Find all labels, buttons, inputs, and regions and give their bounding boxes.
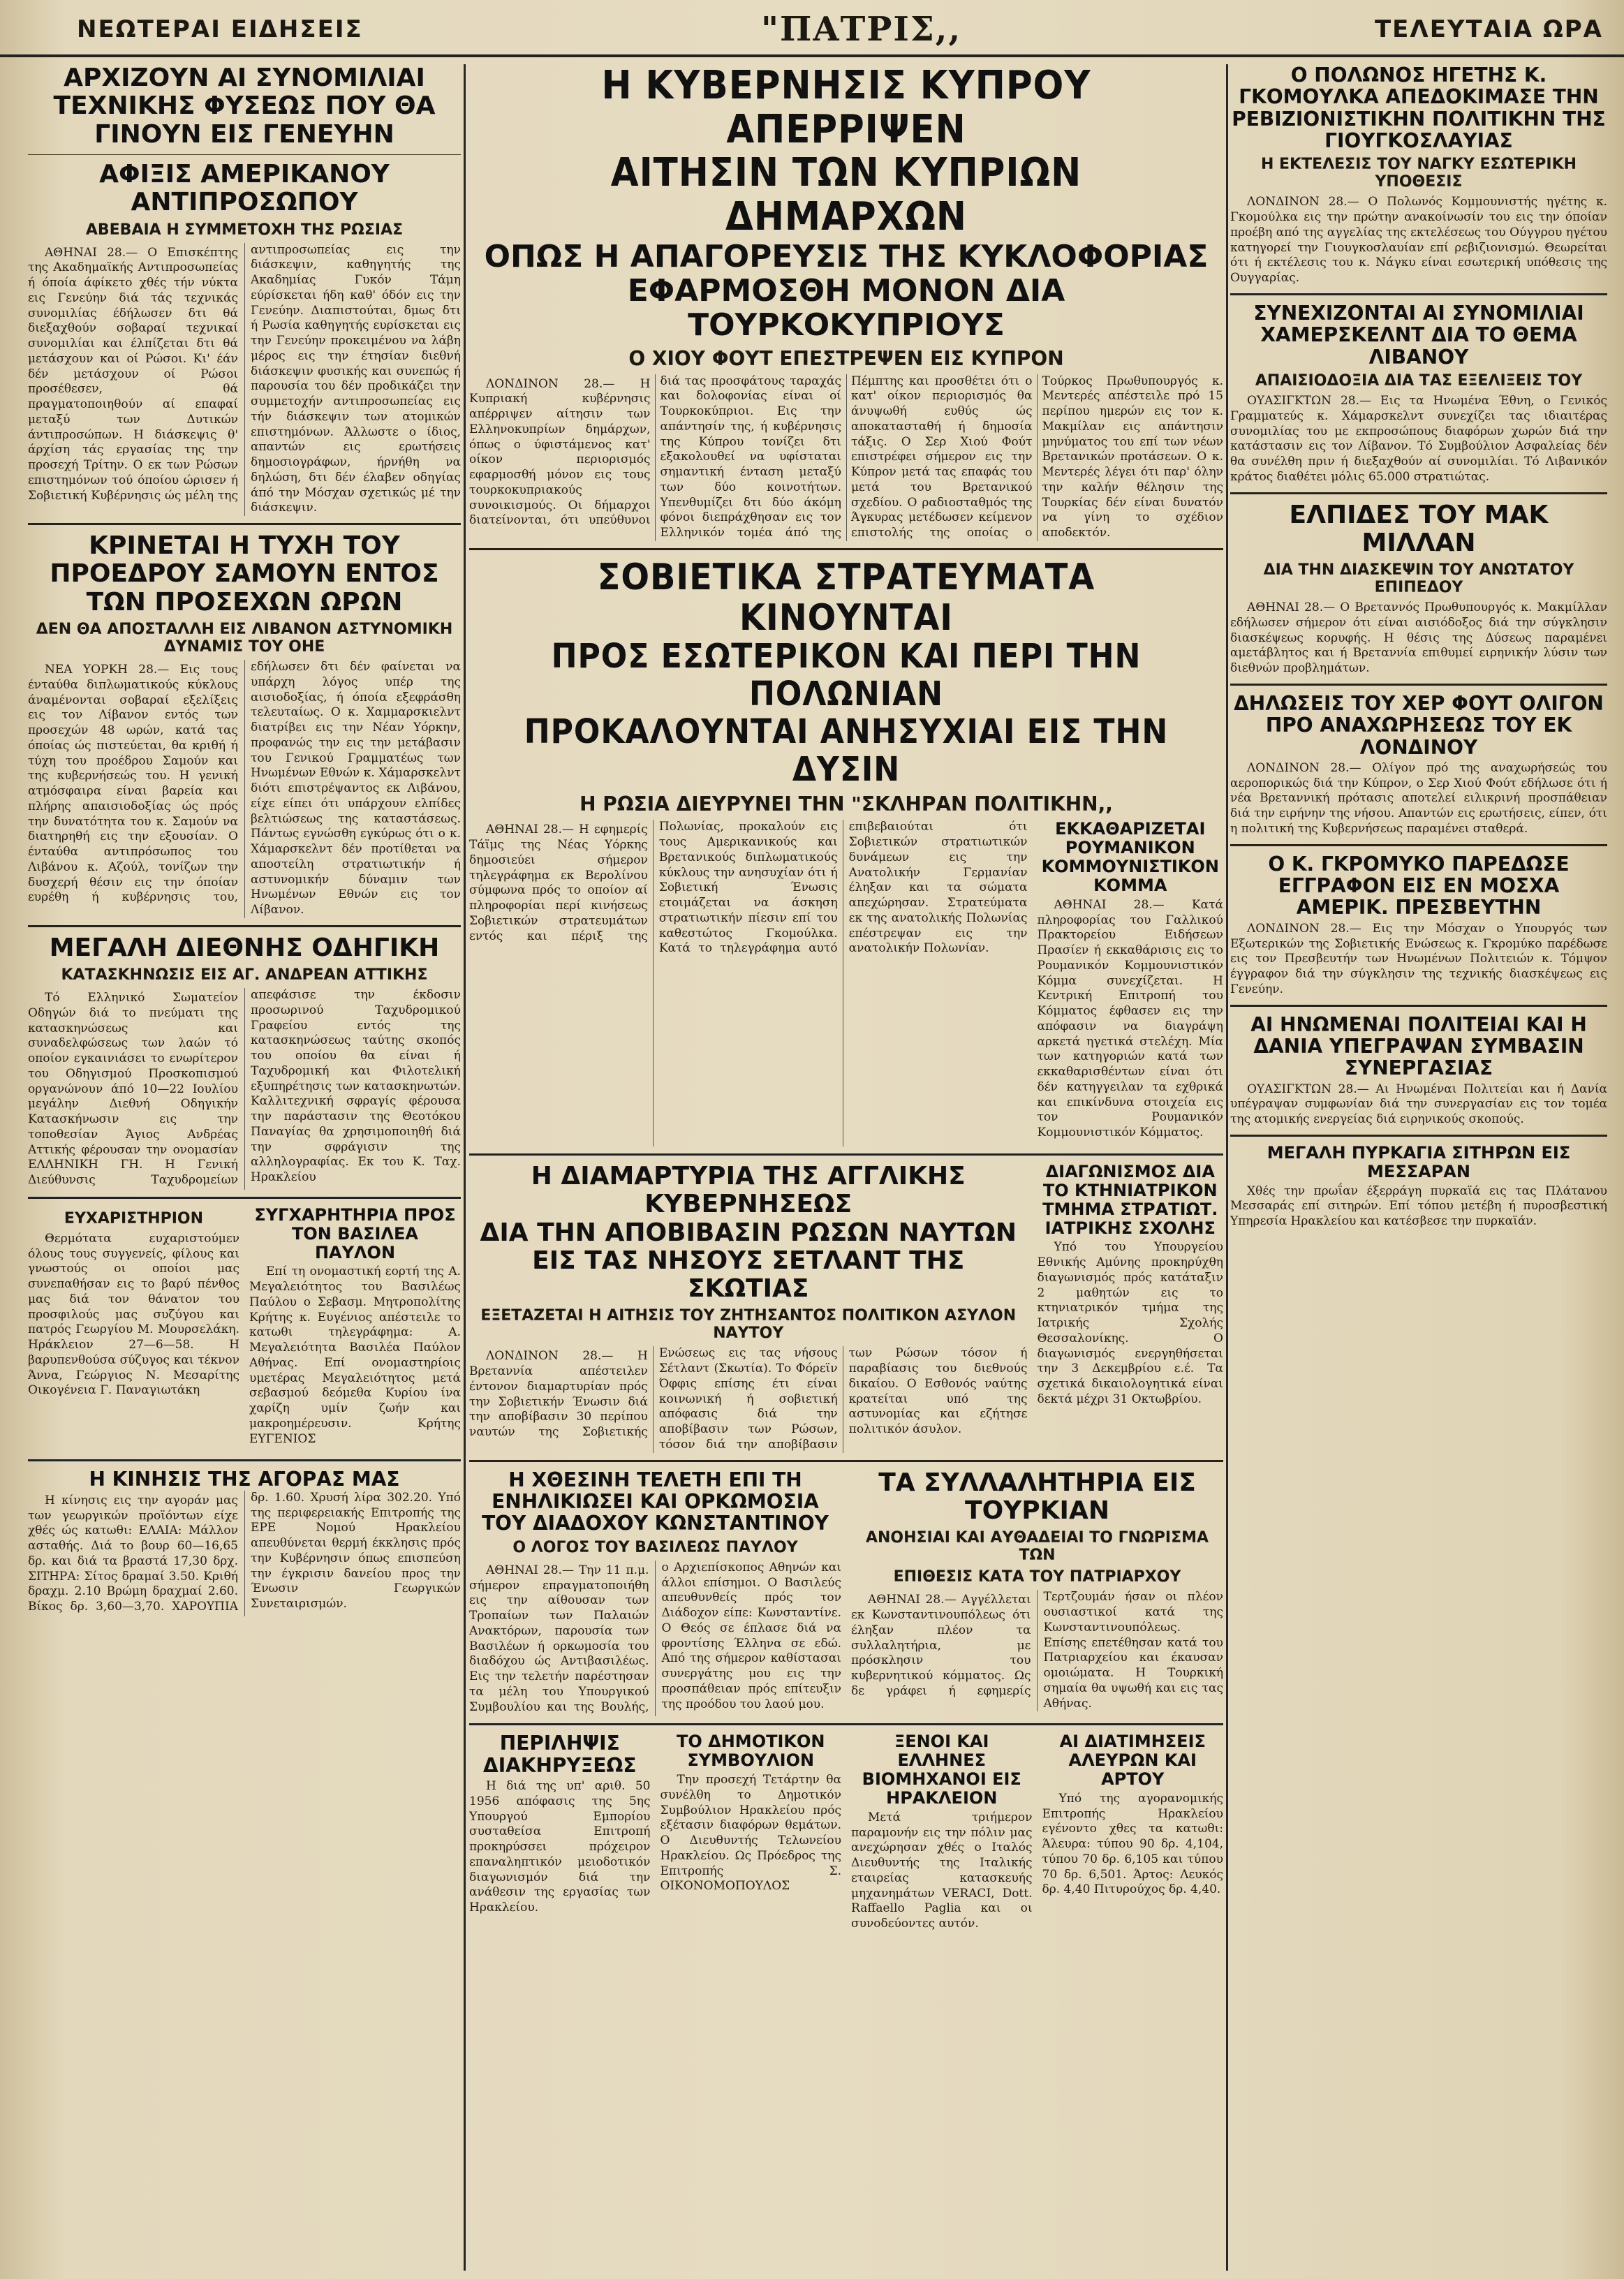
article-body: Η κίνησις εις την αγοράν μας των γεωργικών προϊόντων είχε χθές ώς κατωθι: ΕΛΑΙΑ: Μάλλον ασταθής. Διά το βουρ 60—16,65 δρ. και διά τα βραστά 17,30 δρχ. ΣΙΤΗΡΑ: Σίτος δραμαί 3.50. Κριθή δραχμ. 2.10 Βρώμη δραχμαί 2.60. Βίκος δρ. 3,60—3,70. ΧΑΡΟΥΠΙΑ δρ. 1.60. Χρυσή λίρα 302.20. Υπό της περιφερειακής Επιτροπής της ΕΡΕ Νομού Ηρακλείου απευθύνεται θερμή έκκλησις πρός την Κυβέρνησιν όπως επισπεύση την έγκρισιν δανείου προς την Ένωσιν Γεωργικών Συνεταιρισμών.: [28, 1490, 461, 1614]
article-foot-statements: [1230, 693, 1607, 837]
headline: ΤΑ ΣΥΛΛΑΛΗΤΗΡΙΑ ΕΙΣ ΤΟΥΡΚΙΑΝ: [878, 1468, 1196, 1526]
article-romanian-party: [1038, 820, 1224, 1146]
subheadline: Ο ΧΙΟΥ ΦΟΥΤ ΕΠΕΣΤΡΕΨΕΝ ΕΙΣ ΚΥΠΡΟΝ: [628, 346, 1064, 370]
article-body: Χθές την πρωΐαν έξερράγη πυρκαϊά εις τας Πλάτανου Μεσσαράς επί σιτηρών. Επί τόπου μετέβη ή πυροσβεστική Υπηρεσία Ηρακλείου και κατέσβεσε την πυρκαϊάν.: [1230, 1183, 1607, 1229]
headline: ΠΕΡΙΛΗΨΙΣ ΔΙΑΚΗΡΥΞΕΩΣ: [483, 1732, 637, 1777]
headline: ΕΛΠΙΔΕΣ ΤΟΥ ΜΑΚ ΜΙΛΛΑΝ: [1289, 500, 1549, 557]
newspaper-title: "ΠΑΤΡΙΣ,,: [761, 10, 962, 49]
article-us-denmark: [1230, 1014, 1607, 1128]
headline: Η ΧΘΕΣΙΝΗ ΤΕΛΕΤΗ ΕΠΙ ΤΗ ΕΝΗΛΙΚΙΩΣΕΙ ΚΑΙ ΟΡΚΩΜΟΣΙΑ ΤΟΥ ΔΙΑΔΟΧΟΥ ΚΩΝΣΤΑΝΤΙΝΟΥ: [482, 1468, 829, 1535]
headline: ΕΙΣ ΤΑΣ ΝΗΣΟΥΣ ΣΕΤΛΑΝΤ ΤΗΣ ΣΚΩΤΙΑΣ: [532, 1246, 965, 1304]
article-body: Τό Ελληνικό Σωματείον Οδηγών διά το πνεύματι της κατασκηνώσεως και συναδελφώσεως των λαών τό οποίον εγκαινιάσει το ενωρίτερον του Οδηγισμού Προσκοπισμού οργανώνουν άπό 10—22 Ιουλίου μεγάλην Διεθνή Οδηγικήν Κατασκήνωσιν εις την τοποθεσίαν Άγιος Ανδρέας Αττικής φέρουσαν την ονομασίαν ΕΛΛΗΝΙΚΗ ΓΗ. Η Γενική Διεύθυνσις Ταχυδρομείων απεφάσισε την έκδοσιν προσωρινού Ταχυδρομικού Γραφείου εντός της κατασκηνώσεως ταύτης σκοπός του οποίου θα είναι ή Ταχυδρομική και Φιλοτελική εξυπηρέτησις των κατασκηνωτών. Καλλιτεχνική σφραγίς φέρουσα την παράστασιν της Θεοτόκου Παναγίας θα χρησιμοποιηθή διά την σφράγισιν της αλληλογραφίας. Εκ του Κ. Ταχ. Ηρακλείου: [28, 988, 461, 1188]
headline: ΞΕΝΟΙ ΚΑΙ ΕΛΛΗΝΕΣ ΒΙΟΜΗΧΑΝΟΙ ΕΙΣ ΗΡΑΚΛΕΙΟΝ: [862, 1732, 1021, 1808]
article-body: ΛΟΝΔΙΝΟΝ 28.— Ολίγον πρό της αναχωρήσεώς του αεροπορικώς διά την Κύπρον, ο Σερ Χιού Φούτ εδήλωσε ότι ή νέα Βρεταννική πρότασις αποτελεί ειλικρινή προσπάθειαν διά την ειρήνην της νήσου. Απαντών εις ερωτήσεις, είπεν, ότι η πολιτική της Κυβερνήσεως παραμένει σταθερά.: [1230, 760, 1607, 836]
headline: ΟΠΩΣ Η ΑΠΑΓΟΡΕΥΣΙΣ ΤΗΣ ΚΥΚΛΟΦΟΡΙΑΣ: [484, 238, 1209, 274]
headline: ΔΙΑΓΩΝΙΣΜΟΣ ΔΙΑ ΤΟ ΚΤΗΝΙΑΤΡΙΚΟΝ ΤΜΗΜΑ ΣΤΡΑΤΙΩΤ. ΙΑΤΡΙΚΗΣ ΣΧΟΛΗΣ: [1042, 1161, 1218, 1238]
headline: ΑΦΙΞΙΣ ΑΜΕΡΙΚΑΝΟΥ ΑΝΤΙΠΡΟΣΩΠΟΥ: [99, 159, 390, 217]
headline: ΑΙ ΔΙΑΤΙΜΗΣΕΙΣ ΑΛΕΥΡΩΝ ΚΑΙ ΑΡΤΟΥ: [1059, 1732, 1206, 1790]
left-column: [28, 64, 461, 2271]
article-macmillan: [1230, 501, 1607, 677]
subheadline: Η ΡΩΣΙΑ ΔΙΕΥΡΥΝΕΙ ΤΗΝ "ΣΚΛΗΡΑΝ ΠΟΛΙΤΙΚΗΝ,,: [580, 792, 1113, 816]
article-gomulka: [1230, 64, 1607, 286]
article-body: Την προσεχή Τετάρτην θα συνέλθη το Δημοτικόν Συμβούλιον Ηρακλείου πρός εξέτασιν διαφόρων θεμάτων. Ο Διευθυντής Τελωνείου Ηρακλείου. Ως Πρόεδρος της Επιτροπής Σ. ΟΙΚΟΝΟΜΟΠΟΥΛΟΣ: [660, 1773, 841, 1894]
article-competition: [1038, 1163, 1224, 1453]
headline: Ο Κ. ΓΚΡΟΜΥΚΟ ΠΑΡΕΔΩΣΕ ΕΓΓΡΑΦΟΝ ΕΙΣ ΕΝ ΜΟΣΧΑ ΑΜΕΡΙΚ. ΠΡΕΣΒΕΥΤΗΝ: [1268, 852, 1570, 920]
headline: ΕΦΑΡΜΟΣΘΗ ΜΟΝΟΝ ΔΙΑ ΤΟΥΡΚΟΚΥΠΡΙΟΥΣ: [627, 273, 1065, 344]
subheadline: ΑΠΑΙΣΙΟΔΟΞΙΑ ΔΙΑ ΤΑΣ ΕΞΕΛΙΞΕΙΣ ΤΟΥ: [1255, 372, 1583, 390]
section-label-left: ΝΕΩΤΕΡΑΙ ΕΙΔΗΣΕΙΣ: [77, 15, 363, 43]
article-lebanon-president: [28, 532, 461, 918]
article-body: ΟΥΑΣΙΓΚΤΩΝ 28.— Αι Ηνωμέναι Πολιτείαι και ή Δανία υπέγραψαν συμφωνίαν διά την συνεργασίαν εις τον τομέα της ατομικής ενεργείας διά ειρηνικούς σκοπούς.: [1230, 1082, 1607, 1127]
notice-body: Επί τη ονομαστική εορτή της Α. Μεγαλειότητος του Βασιλέως Παύλου ο Σεβασμ. Μητροπολίτης Κρήτης κ. Ευγένιος απέστειλε το κατωθι τηλεγράφημα: Α. Μεγαλειότητα Βασιλέα Παύλον Αθήνας. Επί ονομαστηρίοις υμετέρας Μεγαλειότητος μετά σεβασμού δεόμεθα Κυρίου ίνα χαρίζη υμίν ζωήν και μακροημέρευσιν. Κρήτης ΕΥΓΕΝΙΟΣ: [249, 1264, 461, 1446]
article-body: ΛΟΝΔΙΝΟΝ 28.— Η Βρεταννία απέστειλεν έντονον διαμαρτυρίαν πρός την Σοβιετικήν Ένωσιν διά την αποβίβασιν 30 περίπου ναυτών της Σοβιετικής Ενώσεως εις τας νήσους Σέτλαντ (Σκωτία). Το Φόρεϊν Όφφις επίσης έτι είναι κοινωνική ή σοβιετική απόφασις διά την αποβίβασιν των Ρώσων, τόσον διά την αποβίβασιν των Ρώσων τόσον ή παραβίασις του διεθνούς δικαίου. Ο Εσθονός ναύτης κρατείται υπό της αστυνομίας και εζήτησε πολιτικόν άσυλον.: [469, 1346, 1028, 1452]
headline: Ο ΠΟΛΩΝΟΣ ΗΓΕΤΗΣ Κ. ΓΚΟΜΟΥΛΚΑ ΑΠΕΔΟΚΙΜΑΣΕ ΤΗΝ ΡΕΒΙΖΙΟΝΙΣΤΙΚΗΝ ΠΟΛΙΤΙΚΗΝ ΤΗΣ ΓΙΟΥΓΚΟΣΛΑΥΙΑΣ: [1232, 64, 1606, 153]
article-municipal-council: [660, 1732, 842, 1938]
subheadline: ΕΠΙΘΕΣΙΣ ΚΑΤΑ ΤΟΥ ΠΑΤΡΙΑΡΧΟΥ: [893, 1568, 1181, 1586]
thanks-notice: [28, 1206, 239, 1453]
subheadline: ΕΞΕΤΑΖΕΤΑΙ Η ΑΙΤΗΣΙΣ ΤΟΥ ΖΗΤΗΣΑΝΤΟΣ ΠΟΛΙΤΙΚΟΝ ΑΣΥΛΟΝ ΝΑΥΤΟΥ: [480, 1307, 1017, 1343]
headline: ΑΡΧΙΖΟΥΝ ΑΙ ΣΥΝΟΜΙΛΙΑΙ ΤΕΧΝΙΚΗΣ ΦΥΣΕΩΣ ΠΟΥ ΘΑ ΓΙΝΟΥΝ ΕΙΣ ΓΕΝΕΥΗΝ: [53, 64, 436, 149]
center-column: [469, 64, 1223, 2271]
article-fire-messara: [1230, 1144, 1607, 1230]
article-body: Μετά τριήμερον παραμονήν εις την πόλιν μας ανεχώρησαν χθές ο Ιταλός Διευθυντής της Ιταλικής εταιρείας κατασκευής μηχανημάτων VERACI, Dott. Raffaello Paglia και οι συνοδεύοντες αυτόν.: [851, 1810, 1033, 1931]
headline: ΔΗΛΩΣΕΙΣ ΤΟΥ ΧΕΡ ΦΟΥΤ ΟΛΙΓΟΝ ΠΡΟ ΑΝΑΧΩΡΗΣΕΩΣ ΤΟΥ ΕΚ ΛΟΝΔΙΝΟΥ: [1234, 691, 1604, 759]
lead-headline: Η ΚΥΒΕΡΝΗΣΙΣ ΚΥΠΡΟΥ ΑΠΕΡΡΙΨΕΝ: [601, 64, 1091, 152]
article-gromyko: [1230, 853, 1607, 998]
subheadline: Ο ΛΟΓΟΣ ΤΟΥ ΒΑΣΙΛΕΩΣ ΠΑΥΛΟΥ: [512, 1538, 798, 1556]
headline: Η ΔΙΑΜΑΡΤΥΡΙΑ ΤΗΣ ΑΓΓΛΙΚΗΣ ΚΥΒΕΡΝΗΣΕΩΣ: [531, 1161, 966, 1219]
headline: Η ΚΙΝΗΣΙΣ ΤΗΣ ΑΓΟΡΑΣ ΜΑΣ: [89, 1468, 400, 1491]
article-cyprus-government: [469, 64, 1223, 541]
article-body: ΛΟΝΔΙΝΟΝ 28.— Ο Πολωνός Κομμουνιστής ηγέτης κ. Γκομούλκα εις την πρώτην ανακοίνωσίν του εις την όποίαν προέβη από της αγγελίας της εκτελέσεως του Ούγγρου ηγέτου κατηγορεί την Γιουγκοσλαυίαν επί ρεβιζιονισμώ. Θεωρείται ότι ή εκτέλεσις του κ. Νάγκυ είναι εσωτερική υπόθεσις της Ουγγαρίας.: [1230, 195, 1607, 286]
subheadline: ΑΝΟΗΣΙΑΙ ΚΑΙ ΑΥΘΑΔΕΙΑΙ ΤΟ ΓΝΩΡΙΣΜΑ ΤΩΝ: [865, 1529, 1209, 1565]
article-body: Υπό του Υπουργείου Εθνικής Αμύνης προκηρύχθη διαγωνισμός πρός κατάταξιν 2 μαθητών εις το κτηνιατρικόν τμήμα της Ιατρικής Σχολής Θεσσαλονίκης. Ο διαγωνισμός ενεργηθήσεται την 3 Δεκεμβρίου ε.έ. Τα σχετικά δικαιολογητικά είναι δεκτά μέχρι 31 Οκτωβρίου.: [1037, 1240, 1223, 1406]
article-soviet-troops: [469, 557, 1223, 1146]
article-technical-talks: [28, 64, 461, 516]
subheadline: ΔΙΑ ΤΗΝ ΔΙΑΣΚΕΨΙΝ ΤΟΥ ΑΝΩΤΑΤΟΥ ΕΠΙΠΕΔΟΥ: [1263, 561, 1574, 597]
subheadline: ΔΕΝ ΘΑ ΑΠΟΣΤΑΛΛΗ ΕΙΣ ΛΙΒΑΝΟΝ ΑΣΤΥΝΟΜΙΚΗ ΔΥΝΑΜΙΣ ΤΟΥ ΟΗΕ: [36, 621, 453, 656]
article-crown-prince: [469, 1469, 841, 1717]
right-column: [1230, 64, 1607, 2271]
headline: ΚΡΙΝΕΤΑΙ Η ΤΥΧΗ ΤΟΥ ΠΡΟΕΔΡΟΥ ΣΑΜΟΥΝ ΕΝΤΟΣ ΤΩΝ ΠΡΟΣΕΧΩΝ ΩΡΩΝ: [50, 531, 439, 617]
congratulations-notice: [249, 1206, 461, 1453]
article-body: ΛΟΝΔΙΝΟΝ 28.— Εις την Μόσχαν ο Υπουργός των Εξωτερικών της Σοβιετικής Ενώσεως κ. Γκρομύκο παρέδωσε εις τον Πρεσβευτήν των Ηνωμένων Πολιτειών κ. Τόμψον έγγραφον διά την σύγκλησιν της τεχνικής διασκέψεως εις Γενεύην.: [1230, 921, 1607, 996]
lead-headline: ΣΟΒΙΕΤΙΚΑ ΣΤΡΑΤΕΥΜΑΤΑ ΚΙΝΟΥΝΤΑΙ: [597, 556, 1095, 640]
article-flour-prices: [1042, 1732, 1224, 1938]
article-body: ΑΘΗΝΑΙ 28.— Ο Επισκέπτης της Ακαδημαϊκής Αντιπροσωπείας ή όποία άφίκετο χθές τήν νύκτα εις Γενεύην διά τάς τεχνικάς συνομιλίας έδήλωσεν δτι θά διεξαχθούν σοβαραί τεχνικαί συνομιλίαι και έλπίζεται δτι θά μετάσχουν και οί Ρώσοι. Κι' έάν δέν μετάσχουν οί Ρώσοι προσέθεσεν, θά πραγματοποιηθούν αί επαφαί μεταξύ των Δυτικών άντιπροσώπων. Η διάσκεψις θ' άρχίση τάς εργασίας της την προσεχή Τρίτην. Ο εκ των Ρώσων επιστημόνων τού όποίου ώρισεν ή Σοβιετική Κυβέρνησις ώς μέλη της αντιπροσωπείας εις την διάσκεψιν, καθηγητής της Ακαδημίας Γυκόν Τάμη εύρίσκεται ήδη καθ' όδόν εις την Γενεύην. Διαπιστούται, δμως δτι ή Ρωσία καθηγητής ευρίσκεται εις την Γενεύην προκειμένου να λάβη μέρος εις την έτησίαν διεθνή διάσκεψιν φυσικής και συνεπώς ή παρουσία του δέν προδικάζει την συμμετοχήν αντιπροσωπείας εις τήν διάσκεψιν των ατομικών επιστημόνων. Άλλωστε ο ίδιος, απαντών εις ερωτήσεις δημοσιογράφων, ήρνήθη να δηλώση, δτι δέν έλαβεν οδηγίας άπό την Μόσχαν σχετικώς μέ την διάσκεψιν.: [28, 242, 461, 515]
article-body: ΑΘΗΝΑΙ 28.— Ο Βρεταννός Πρωθυπουργός κ. Μακμίλλαν εδήλωσεν σήμερον ότι είναι αισιόδοξος διά την σύγκλησιν διασκέψεως κορυφής. Η θέσις της Δύσεως παραμένει αμετάβλητος και ή Βρεταννία επιθυμεί ειρηνικήν λύσιν των διεθνών προβλημάτων.: [1230, 600, 1607, 676]
subheadline: Η ΕΚΤΕΛΕΣΙΣ ΤΟΥ ΝΑΓΚΥ ΕΣΩΤΕΡΙΚΗ ΥΠΟΘΕΣΙΣ: [1260, 156, 1577, 191]
headline: ΕΚΚΑΘΑΡΙΖΕΤΑΙ ΡΟΥΜΑΝΙΚΟΝ ΚΟΜΜΟΥΝΙΣΤΙΚΟΝ ΚΟΜΜΑ: [1041, 819, 1219, 896]
article-body: Η διά της υπ' αριθ. 50 1956 απόφασις της 5ης Υπουργού Εμπορίου συσταθείσα Επιτροπή προκηρύσσει πρόχειρον επαναληπτικόν μειοδοτικόν διαγωνισμόν διά την ανάθεσιν της εργασίας των Ηρακλείου.: [469, 1779, 651, 1915]
headline: ΜΕΓΑΛΗ ΠΥΡΚΑΓΙΑ ΣΙΤΗΡΩΝ ΕΙΣ ΜΕΣΣΑΡΑΝ: [1267, 1142, 1571, 1181]
article-body: ΑΘΗΝΑΙ 28.— Κατά πληροφορίας του Γαλλικού Πρακτορείου Ειδήσεων Πρασίεν ή εκκαθάρισις εις το Ρουμανικόν Κομμουνιστικόν Κόμμα συνεχίζεται. Η Κεντρική Επιτροπή του Κόμματος έφθασεν εις την απόφασιν να διαγράψη αρκετά ηγετικά στελέχη. Μία των κατηγοριών κατά των εκκαθαρισθέντων είναι ότι δέν κατηγγειλαν τα εχθρικά και επικίνδυνα στοιχεία εις τον Ρουμανικόν Κομμουνιστικόν Κόμματος.: [1037, 897, 1223, 1140]
headline: ΜΕΓΑΛΗ ΔΙΕΘΝΗΣ ΟΔΗΓΙΚΗ: [49, 933, 440, 962]
lead-headline: ΑΙΤΗΣΙΝ ΤΩΝ ΚΥΠΡΙΩΝ ΔΗΜΑΡΧΩΝ: [610, 150, 1082, 240]
subheadline: ΚΑΤΑΣΚΗΝΩΣΙΣ ΕΙΣ ΑΓ. ΑΝΔΡΕΑΝ ΑΤΤΙΚΗΣ: [61, 966, 428, 984]
headline: ΣΥΝΕΧΙΖΟΝΤΑΙ ΑΙ ΣΥΝΟΜΙΛΙΑΙ ΧΑΜΕΡΣΚΕΛΝΤ ΔΙΑ ΤΟ ΘΕΜΑ ΛΙΒΑΝΟΥ: [1253, 301, 1584, 369]
headline: ΑΙ ΗΝΩΜΕΝΑΙ ΠΟΛΙΤΕΙΑΙ ΚΑΙ Η ΔΑΝΙΑ ΥΠΕΓΡΑΨΑΝ ΣΥΜΒΑΣΙΝ ΣΥΝΕΡΓΑΣΙΑΣ: [1250, 1012, 1587, 1080]
subheadline: ΕΥΧΑΡΙΣΤΗΡΙΟΝ: [64, 1209, 204, 1227]
article-industrialists: [851, 1732, 1033, 1938]
headline: ΤΟ ΔΗΜΟΤΙΚΟΝ ΣΥΜΒΟΥΛΙΟΝ: [677, 1732, 825, 1771]
headline: ΣΥΓΧΑΡΗΤΗΡΙΑ ΠΡΟΣ ΤΟΝ ΒΑΣΙΛΕΑ ΠΑΥΛΟΝ: [254, 1204, 456, 1262]
article-body: ΝΕΑ ΥΟΡΚΗ 28.— Εις τους ένταύθα διπλωματικούς κύκλους άναμένονται σοβαραί εξελίξεις εις τον Λίβανον εντός των προσεχών 48 ωρών, κατά τας όποίας ώς πιστεύεται, θα κριθή ή τύχη του προέδρου Σαμούν και της κυβερνήσεώς του. Η γενική ατμόσφαιρα είναι βαρεία και πλήρης απαισιοδοξίας ώς πρός την δυνατότητα του κ. Σαμούν να διατηρηθή εις την εξουσίαν. Ο ένταύθα αντιπρόσωπος του Λιβάνου κ. Αζούλ, τονίζων την δυσχερή θέσιν εις την όποίαν ευρέθη ή κυβέρνησις του, εδήλωσεν δτι δέν φαίνεται να υπάρχη λόγος υπέρ της αισιοδοξίας, ή όποία εξεφράσθη τελευταίως. Ο κ. Χαμμαρσκιελντ διατρίβει εις την Νέαν Υόρκην, προφανώς την εις την μετάβασιν του Γενικού Γραμματέως των Ηνωμένων Εθνών κ. Χάμαρσκελντ διότι επιστρέψαντος εκ Λιβάνου, είχε είπει ότι υπάρχουν ελπίδες βελτιώσεως της καταστάσεως. Πάντως εγνώσθη εγκύρως ότι ο κ. Χάμαρσκελντ δέν προτίθεται να αποστείλη στρατιωτικήν ή αστυνομικήν δύναμιν των Ηνωμένων Εθνών εις τον Λίβανον.: [28, 660, 461, 917]
article-market: [28, 1468, 461, 1616]
lead-headline: ΠΡΟΚΑΛΟΥΝΤΑΙ ΑΝΗΣΥΧΙΑΙ ΕΙΣ ΤΗΝ ΔΥΣΙΝ: [524, 711, 1169, 789]
notice-tender: [469, 1732, 651, 1938]
article-body: Υπό της αγορανομικής Επιτροπής Ηρακλείου εγένοντο χθες τα κατωθι: Άλευρα: τύπου 90 δρ. 4,104, τύπου 70 δρ. 6,105 και τύπου 70 δρ. 6,501. Άρτος: Λευκός δρ. 4,40 Πιτυρούχος δρ. 4,40.: [1042, 1791, 1223, 1897]
headline: ΔΙΑ ΤΗΝ ΑΠΟΒΙΒΑΣΙΝ ΡΩΣΩΝ ΝΑΥΤΩΝ: [480, 1218, 1017, 1247]
lead-headline: ΠΡΟΣ ΕΣΩΤΕΡΙΚΟΝ ΚΑΙ ΠΕΡΙ ΤΗΝ ΠΟΛΩΝΙΑΝ: [551, 637, 1142, 714]
subheadline: ΑΒΕΒΑΙΑ Η ΣΥΜΜΕΤΟΧΗ ΤΗΣ ΡΩΣΙΑΣ: [85, 221, 404, 239]
article-turkey-rallies: [851, 1469, 1223, 1717]
column-divider: [464, 64, 466, 2271]
article-body: ΟΥΑΣΙΓΚΤΩΝ 28.— Εις τα Ηνωμένα Έθνη, ο Γενικός Γραμματεύς κ. Χάμαρσκελντ συνεχίζει τας ιδιαιτέρας συνομιλίας του με εκπροσώπους διαφόρων χωρών διά την κατάστασιν εις τον Λίβανον. Τό Συμβούλιον Ασφαλείας δέν θα συνέλθη πριν ή διεξαχθούν αί συνομιλίαι. Τό Λιβανικόν κράτος διαθέτει μόλις 65.000 στρατιώτας.: [1230, 394, 1607, 484]
column-divider: [1226, 64, 1228, 2271]
article-body: ΑΘΗΝΑΙ 28.— Αγγέλλεται εκ Κωνσταντινουπόλεως ότι έληξαν πλέον τα συλλαλητήρια, με πρόσκλησιν του κυβερνητικού κόμματος. Ως δε γράφει ή εφημερίς Τερτζουμάν ήσαν οι πλέον ουσιαστικοί κατά της Κωνσταντινουπόλεως. Επίσης επετέθησαν κατά του Πατριαρχείου και έκαυσαν ομοιώματα. Η Τουρκική σημαία θα υψωθή και εις τας Αθήνας.: [851, 1590, 1223, 1711]
article-hammarskjold: [1230, 302, 1607, 485]
notice-body: Θερμότατα ευχαριστούμεν όλους τους συγγενείς, φίλους και γνωστούς οι οποίοι μας συνεπαθήσαν εις το βαρύ πένθος μας διά τον θάνατον του προσφιλούς μας συζύγου και πατρός Γεωργίου Μ. Μουρσελάκη. Ηράκλειον 27—6—58. Η βαρυπενθούσα σύζυγος και τέκνον Άννα, Γεώργιος Ν. Μεσαρίτης Οικογένεια Γ. Παναγιωτάκη: [28, 1231, 239, 1398]
article-body: ΑΘΗΝΑΙ 28.— Την 11 π.μ. σήμερον επραγματοποιήθη εις την αίθουσαν των Τροπαίων των Παλαιών Ανακτόρων, παρουσία των Βασιλέων ή ορκωμοσία του διαδόχου ώς Αντιβασιλέως. Εις την τελετήν παρέστησαν τα μέλη του Υπουργικού Συμβουλίου και της Βουλής, ο Αρχιεπίσκοπος Αθηνών και άλλοι επίσημοι. Ο Βασιλεύς απευθυνθείς πρός τον Διάδοχον είπε: Κωνσταντίνε. Ο Θεός σε έπλασε διά να φροντίσης Έλληνα σε εδώ. Από της σήμερον καθίστασαι συνεργάτης μου εις την προσπάθειαν πρός επίτευξιν της προόδου του λαού μου.: [469, 1560, 841, 1714]
article-body: ΛΟΝΔΙΝΟΝ 28.— Η Κυπριακή κυβέρνησις απέρριψεν αίτησιν των Ελληνοκυπρίων δημάρχων, όπως ο ύφιστάμενος κατ' οίκον περιορισμός εφαρμοσθή μόνον εις τους τουρκοκυπριακούς συνοικισμούς. Οι δήμαρχοι διατείνονται, ότι υπεύθυνοι διά τας προσφάτους ταραχάς και δολοφονίας είναι οί Τουρκοκύπριοι. Εις την απάντησίν της, ή κυβέρνησις της Κύπρου τονίζει δτι εξακολουθεί να υφίσταται σημαντική ένταση μεταξύ των δύο κοινοτήτων. Υπενθυμίζει δτι δύο άκόμη φόνοι διεπράχθησαν εις τον Ελληνικόν τομέα άπό της Πέμπτης και προσθέτει ότι ο κατ' οίκον περιορισμός θα άνυψωθή ευθύς ώς αποκατασταθή ή δημοσία τάξις. Ο Σερ Χιού Φούτ επιστρέφει σήμερον εις την Κύπρον μετά τας επαφάς του μετά του Βρετανικού σχεδίου. Ο ραδιοσταθμός της Άγκυρας μετέδωσεν κείμενον επιστολής της οποίας ο Τούρκος Πρωθυπουργός κ. Μεντερές απέστειλε πρό 15 περίπου ημερών εις τον κ. Μακμίλαν εις απάντησιν μηνύματος του επί των νέων Βρετανικών προτάσεων. Ο κ. Μεντερές λέγει ότι παρ' όλην την καλήν θέλησιν της Τουρκίας δέν είναι δυνατόν να γίνη το σχέδιον αποδεκτόν.: [469, 374, 1223, 540]
masthead: [0, 0, 1624, 57]
article-guide-camp: [28, 934, 461, 1190]
article-british-protest: [469, 1163, 1028, 1453]
article-body: ΑΘΗΝΑΙ 28.— Η εφημερίς Τάϊμς της Νέας Υόρκης δημοσιεύει σήμερον τηλεγράφημα εκ Βερολίνου σύμφωνα πρός το οποίον αί πληροφορίαι περί κινήσεως Σοβιετικών στρατευμάτων εντός και πέριξ της Πολωνίας, προκαλούν εις τους Αμερικανικούς και Βρετανικούς διπλωματικούς κύκλους την ανησυχίαν ότι ή Σοβιετική Ένωσις ετοιμάζεται να άσκηση στρατιωτικήν πίεσιν επί του καθεστώτος Γκομούλκα. Κατά το τηλεγράφημα αυτό επιβεβαιούται ότι Σοβιετικών στρατιωτικών δυνάμεων εις την Ανατολικήν Γερμανίαν έληξαν και τα σώματα απεχώρησαν. Στρατεύματα εκ της ανατολικής Πολωνίας επέστρεψαν εις την ανατολικήν Πολωνίαν.: [469, 820, 1028, 956]
section-label-right: ΤΕΛΕΥΤΑΙΑ ΩΡΑ: [1374, 15, 1603, 43]
